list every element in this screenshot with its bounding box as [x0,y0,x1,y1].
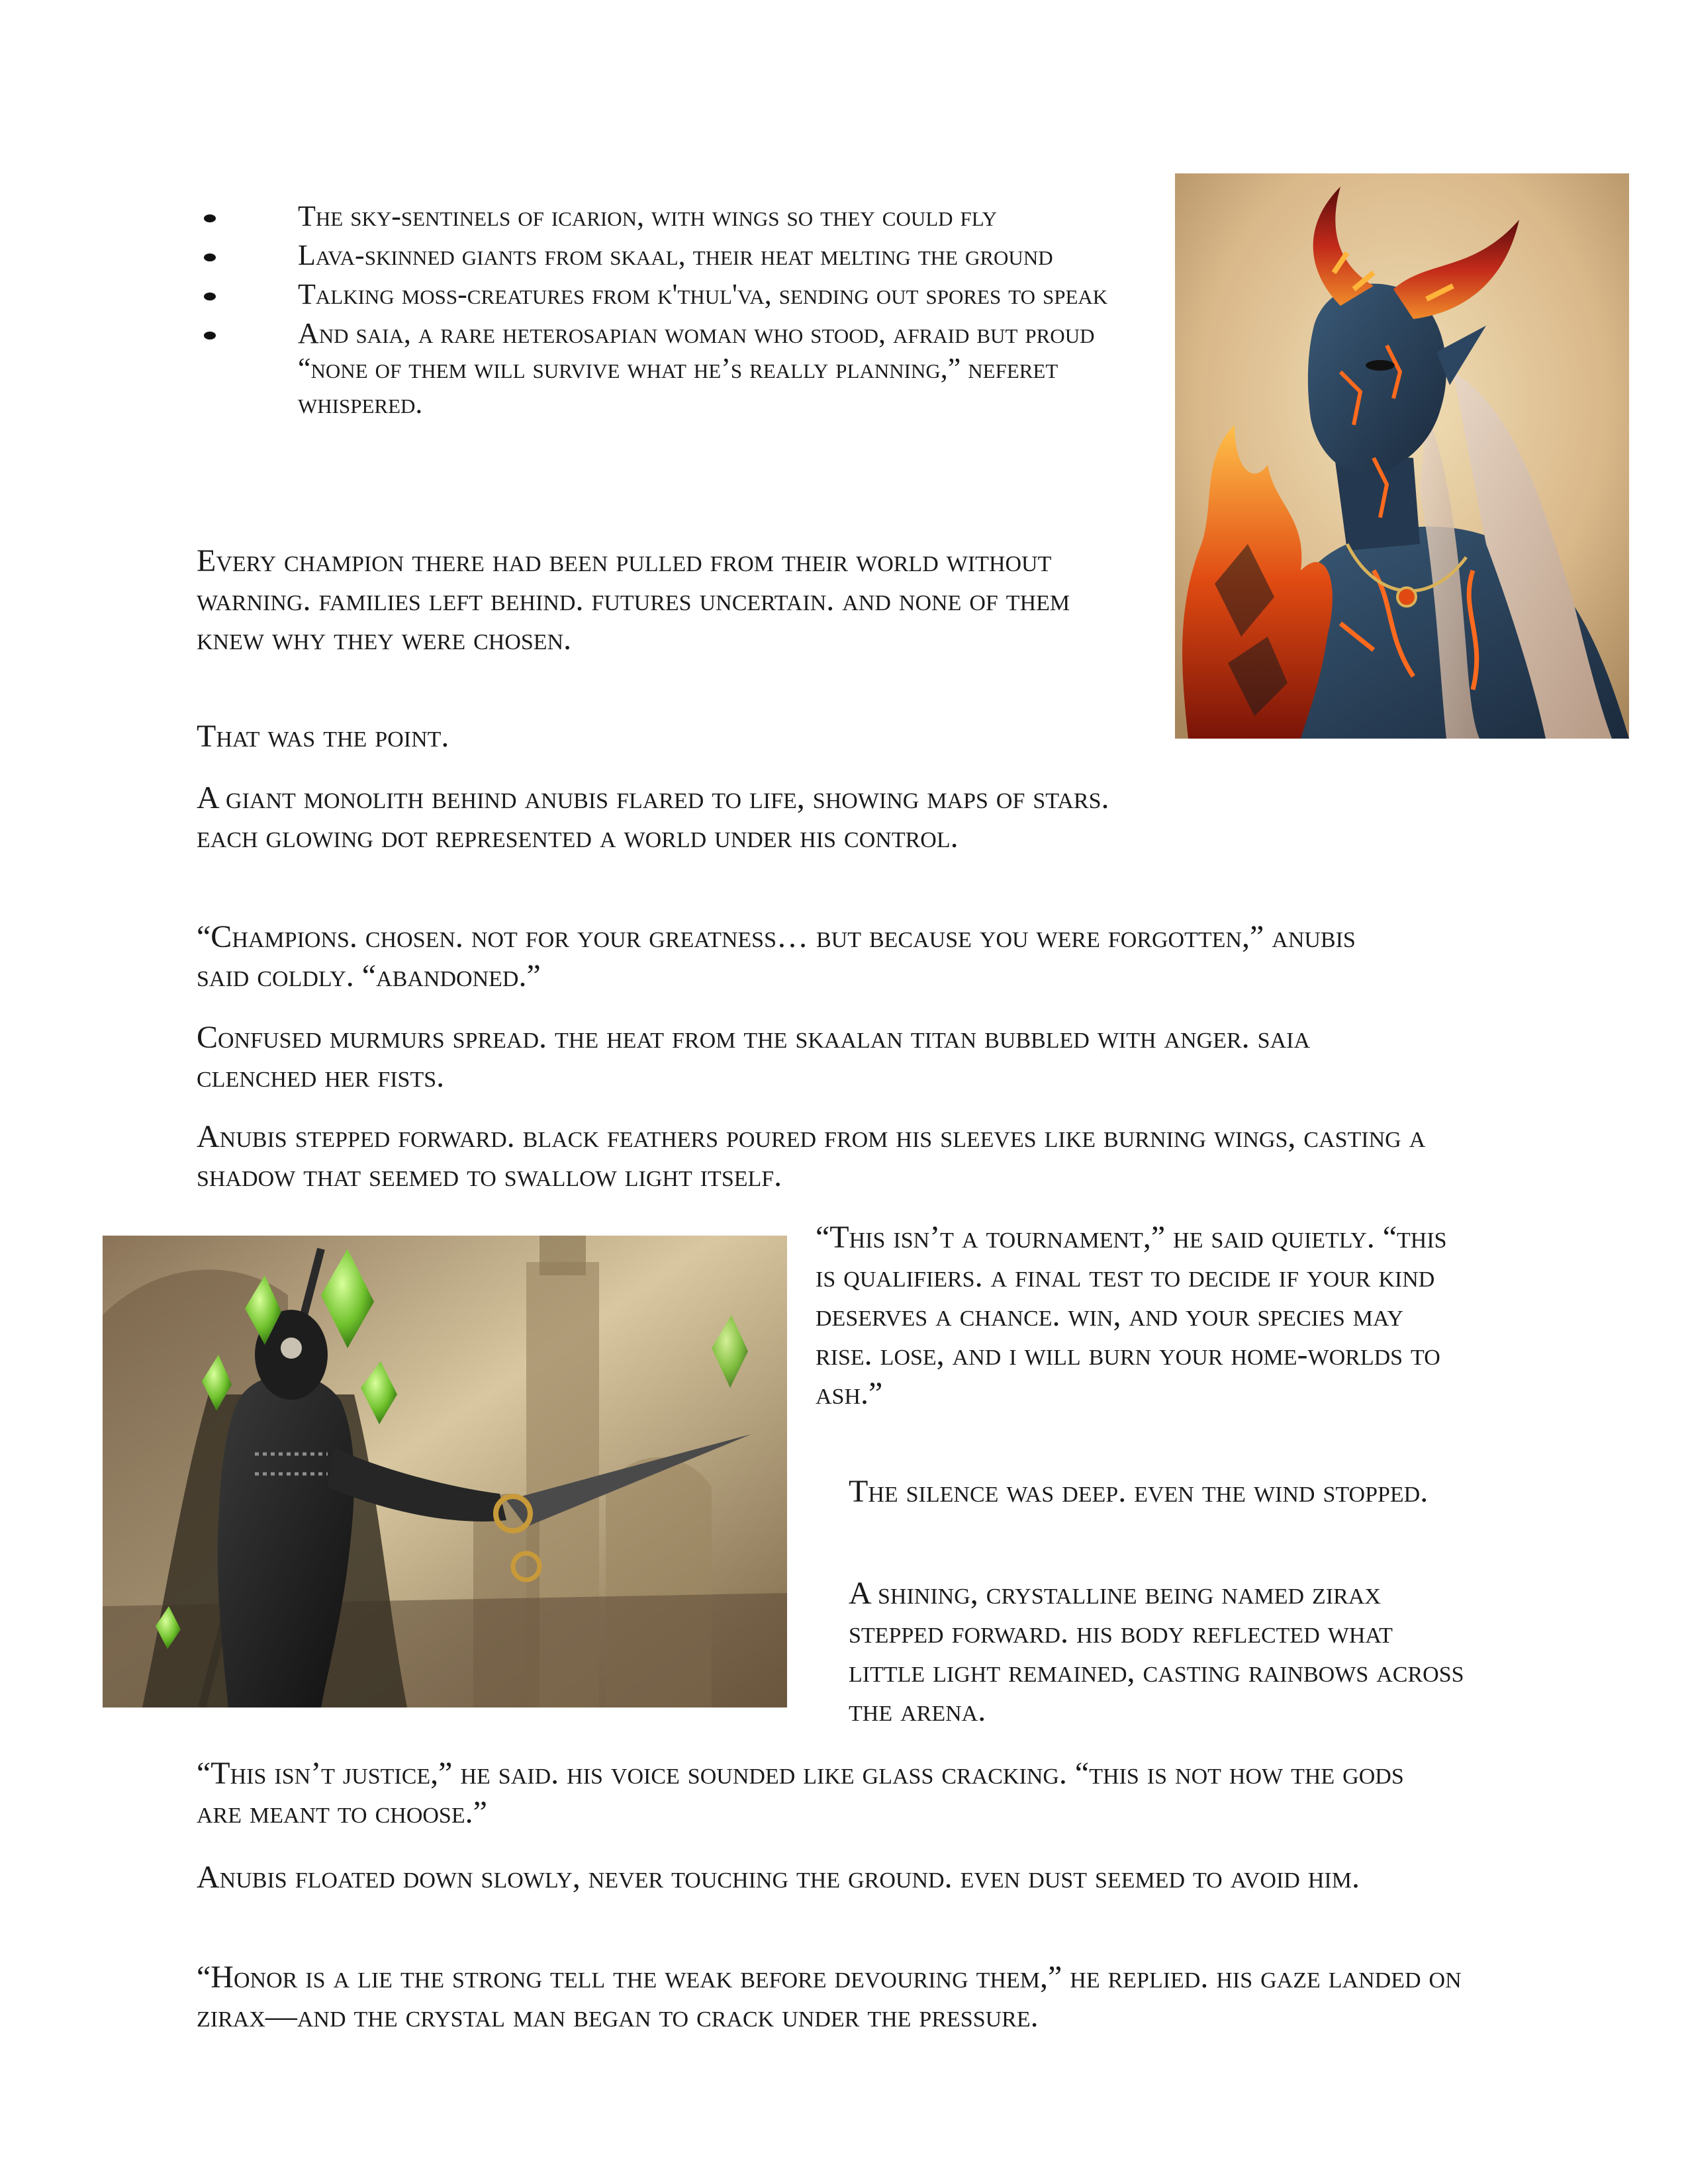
paragraph: Every champion there had been pulled from their world without warning. families left behind. futures uncertain. and none of them knew why they were chosen. [197,543,1070,657]
paragraph: Confused murmurs spread. the heat from the skaalan titan bubbled with anger. saia clenched her fists. [197,1020,1311,1094]
champion-bullet-list [192,199,1145,421]
bullet-icon [204,293,216,300]
paragraph: “This isn’t a tournament,” he said quietly. “this is qualifiers. a final test to decide if your kind deserves a chance. win, and your species may rise. lose, and i will burn your home-worlds to ash.” [816,1220,1447,1411]
paragraph: “This isn’t justice,” he said. his voice sounded like glass cracking. “this is not how the gods are meant to choose.” [197,1756,1404,1830]
bullet-item [192,277,1244,312]
paragraph: “Honor is a lie the strong tell the weak before devouring them,” he replied. his gaze landed on zirax—and the crystal man began to crack under the pressure. [197,1960,1462,2034]
bullet-item [192,238,1244,273]
bullet-icon [204,332,216,340]
fire-demon-illustration [1175,173,1629,739]
paragraph: A shining, crystalline being named zirax stepped forward. his body reflected what little light remained, casting rainbows across the arena. [849,1576,1464,1728]
paragraph: The silence was deep. even the wind stopped. [849,1474,1429,1509]
paragraph: “Champions. chosen. not for your greatness… but because you were forgotten,” anubis said coldly. “abandoned.” [197,919,1356,993]
bullet-icon [204,253,216,261]
bullet-text: And saia, a rare heterosapian woman who stood, afraid but proud “none of them will survive what he’s really planning,” neferet whispered. [298,317,1095,420]
dark-knight-illustration [103,1236,787,1707]
paragraph: A giant monolith behind anubis flared to life, showing maps of stars. each glowing dot represented a world under his control. [197,780,1109,854]
bullet-text: The sky-sentinels of icarion, with wings so they could fly [298,200,998,232]
paragraph: Anubis stepped forward. black feathers poured from his sleeves like burning wings, casting a shadow that seemed to swallow light itself. [197,1119,1426,1193]
bullet-text: Lava-skinned giants from skaal, their heat melting the ground [298,239,1053,271]
bullet-icon [204,214,216,222]
bullet-text: Talking moss-creatures from k'thul'va, sending out spores to speak [298,278,1108,310]
paragraph: Anubis floated down slowly, never touching the ground. even dust seemed to avoid him. [197,1860,1360,1895]
bullet-item [192,316,1244,421]
paragraph: That was the point. [197,719,449,754]
bullet-item [192,199,1244,234]
